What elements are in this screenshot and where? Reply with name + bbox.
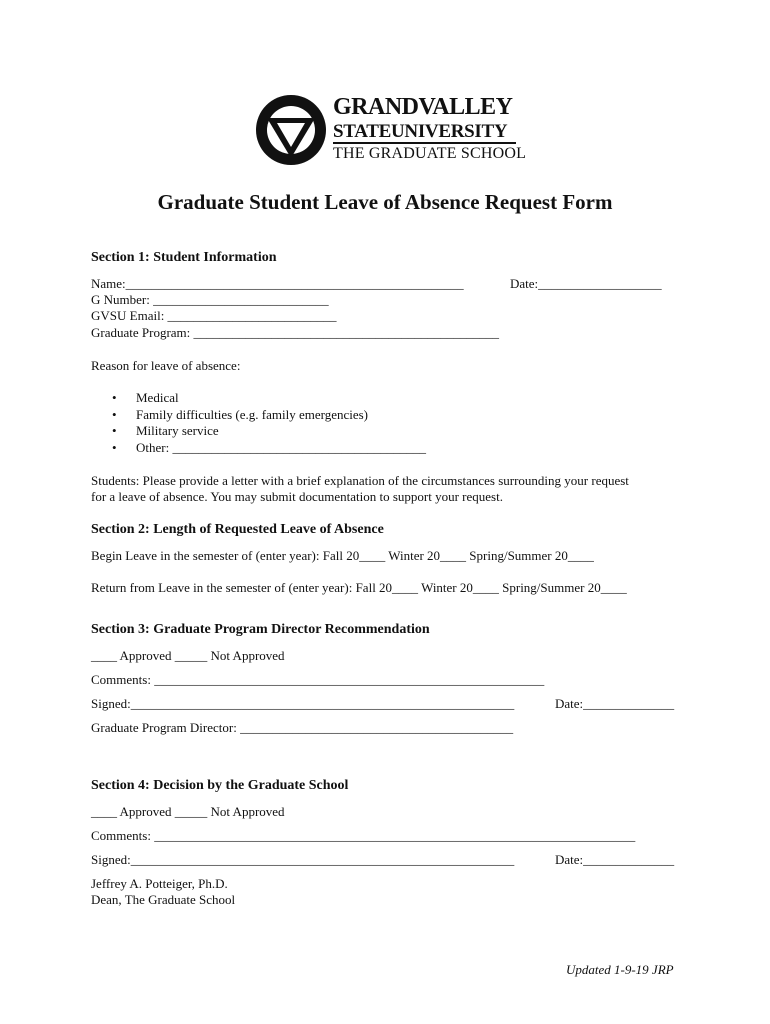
bullet-icon: • [112, 406, 117, 422]
student-note-line1: Students: Please provide a letter with a brief explanation of the circumstances surrounding your request [91, 473, 629, 488]
reason-list [112, 390, 426, 456]
logo-line-grand-valley: GRANDVALLEY [333, 94, 513, 120]
logo-line-state-university: STATEUNIVERSITY [333, 121, 508, 142]
school-approval-field[interactable]: ____ Approved _____ Not Approved [91, 804, 285, 819]
date-field[interactable]: Date:___________________ [510, 276, 662, 291]
reason-label: Reason for leave of absence: [91, 358, 241, 373]
graduate-program-field[interactable]: Graduate Program: _______________________________________________ [91, 325, 500, 340]
director-date-field[interactable]: Date:______________ [555, 696, 675, 711]
page-title: Graduate Student Leave of Absence Request Form [157, 190, 613, 214]
begin-leave-field[interactable]: Begin Leave in the semester of (enter year): Fall 20____ Winter 20____ Spring/Summer 20____ [91, 548, 594, 563]
return-leave-field[interactable]: Return from Leave in the semester of (enter year): Fall 20____ Winter 20____ Spring/Summer 20____ [91, 580, 627, 595]
section1-heading: Section 1: Student Information [91, 250, 277, 265]
gvsu-email-field[interactable]: GVSU Email: __________________________ [91, 308, 337, 323]
school-comments-field[interactable]: Comments: __________________________________________________________________________ [91, 828, 636, 843]
gvsu-logo-icon [253, 92, 329, 168]
school-signed-field[interactable]: Signed:___________________________________________________________ [91, 852, 515, 867]
bullet-icon: • [112, 390, 117, 405]
logo-rule [333, 142, 516, 144]
school-date-field[interactable]: Date:______________ [555, 852, 675, 867]
director-approval-field[interactable]: ____ Approved _____ Not Approved [91, 648, 285, 663]
section4-heading: Section 4: Decision by the Graduate School [91, 778, 349, 793]
director-comments-field[interactable]: Comments: ____________________________________________________________ [91, 672, 545, 687]
reason-item-family[interactable]: • Family difficulties (e.g. family emergencies) [112, 406, 369, 422]
director-signed-field[interactable]: Signed:___________________________________________________________ [91, 696, 515, 711]
name-field[interactable]: Name:____________________________________________________ [91, 276, 464, 291]
reason-item-medical[interactable]: • Medical [112, 390, 179, 405]
section2-heading: Section 2: Length of Requested Leave of Absence [91, 522, 384, 537]
bullet-icon: • [112, 423, 117, 438]
updated-footer: Updated 1-9-19 JRP [566, 962, 674, 977]
reason-item-military[interactable]: • Military service [112, 423, 219, 438]
signer-title: Dean, The Graduate School [91, 892, 236, 907]
bullet-icon: • [112, 439, 117, 455]
reason-item-other[interactable]: • Other: _______________________________________ [112, 439, 426, 455]
student-note-line2: for a leave of absence. You may submit documentation to support your request. [91, 489, 503, 504]
logo-line-graduate-school: THE GRADUATE SCHOOL [333, 145, 527, 162]
g-number-field[interactable]: G Number: ___________________________ [91, 292, 329, 307]
director-name-field[interactable]: Graduate Program Director: __________________________________________ [91, 720, 514, 735]
section3-heading: Section 3: Graduate Program Director Recommendation [91, 622, 430, 637]
signer-name: Jeffrey A. Potteiger, Ph.D. [91, 876, 228, 891]
